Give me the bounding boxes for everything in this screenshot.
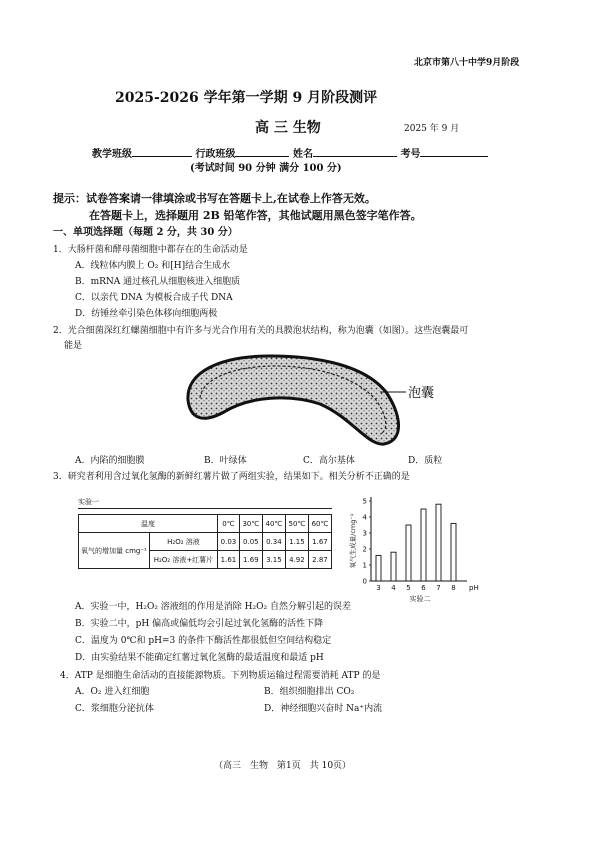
vesicle-label: 泡囊 bbox=[408, 386, 435, 401]
bar bbox=[406, 525, 411, 581]
q3-experiment-2-chart bbox=[345, 495, 485, 617]
section-1-title: 一、单项选择题（每题 2 分，共 30 分） bbox=[53, 227, 238, 238]
notice-line-1: 提示：试卷答案请一律填涂或书写在答题卡上,在试卷上作答无效。 bbox=[53, 192, 376, 205]
table-temp-cell: 0℃ bbox=[218, 515, 240, 533]
q2-option-d[interactable]: D．质粒 bbox=[408, 456, 443, 466]
table-header-temperature: 温度 bbox=[79, 515, 218, 533]
x-tick-label: 3 bbox=[376, 584, 381, 592]
exam-number-blank[interactable] bbox=[420, 146, 488, 157]
q1-option-c[interactable]: C．以亲代 DNA 为模板合成子代 DNA bbox=[75, 293, 233, 303]
table-value-cell: 1.69 bbox=[239, 551, 262, 569]
q2-option-b[interactable]: B．叶绿体 bbox=[204, 456, 247, 466]
table-temp-cell: 60℃ bbox=[308, 515, 331, 533]
table-temp-cell: 30℃ bbox=[239, 515, 262, 533]
q3-table-caption-rule bbox=[78, 508, 332, 509]
chart-title: 实验二 bbox=[409, 595, 431, 603]
q2-option-a[interactable]: A．内陷的细胞膜 bbox=[75, 456, 145, 466]
q3-option-b[interactable]: B．实验二中，pH 偏高或偏低均会引起过氧化氢酶的活性下降 bbox=[75, 619, 324, 629]
school-stamp: 北京市第八十中学9月阶段 bbox=[414, 58, 520, 68]
table-value-cell: 1.15 bbox=[285, 533, 308, 551]
name-blank[interactable] bbox=[313, 146, 397, 157]
table-row-label-oxygen: 氧气的增加量 cmg⁻¹ bbox=[79, 533, 150, 569]
notice-line-2: 在答题卡上，选择题用 2B 铅笔作答，其他试题用黑色签字笔作答。 bbox=[89, 209, 422, 222]
q4-option-c[interactable]: C．浆细胞分泌抗体 bbox=[75, 704, 154, 714]
x-tick-label: 8 bbox=[451, 584, 456, 592]
q2-stem-line-2: 能是 bbox=[64, 341, 83, 351]
bar bbox=[391, 552, 396, 581]
page-footer: （高三 生物 第1页 共 10页） bbox=[214, 761, 352, 771]
table-value-cell: 0.05 bbox=[239, 533, 262, 551]
x-axis-label: pH bbox=[469, 584, 479, 592]
q2-bacterium-figure bbox=[180, 352, 480, 452]
bar bbox=[436, 504, 441, 581]
field-label-admin-class: 行政班级 bbox=[195, 149, 236, 160]
q4-stem: 4．ATP 是细胞生命活动的直接能源物质。下列物质运输过程需要消耗 ATP 的是 bbox=[60, 671, 381, 681]
teaching-class-blank[interactable] bbox=[132, 146, 192, 157]
field-label-teaching-class: 教学班级 bbox=[92, 149, 132, 160]
table-value-cell: 0.03 bbox=[218, 533, 240, 551]
exam-info: (考试时间 90 分钟 满分 100 分) bbox=[190, 163, 342, 174]
x-tick-label: 5 bbox=[406, 584, 411, 592]
q3-stem: 3．研究者利用含过氧化氢酶的新鲜红薯片做了两组实验，结果如下。相关分析不正确的是 bbox=[53, 472, 410, 482]
table-row-name: H₂O₂ 溶液+红薯片 bbox=[149, 551, 217, 569]
y-tick-label: 4 bbox=[362, 513, 367, 522]
table-temp-cell: 50℃ bbox=[285, 515, 308, 533]
q1-stem: 1．大肠杆菌和酵母菌细胞中都存在的生命活动是 bbox=[53, 245, 248, 255]
y-tick-label: 3 bbox=[362, 529, 367, 538]
q3-table-caption: 实验一 bbox=[78, 498, 99, 506]
q1-option-b[interactable]: B．mRNA 通过核孔从细胞核进入细胞质 bbox=[75, 277, 241, 287]
table-value-cell: 1.61 bbox=[218, 551, 240, 569]
q3-option-c[interactable]: C．温度为 0℃和 pH=3 的条件下酶活性都很低但空间结构稳定 bbox=[75, 636, 332, 646]
table-temp-cell: 40℃ bbox=[262, 515, 285, 533]
y-tick-label: 0 bbox=[362, 577, 367, 586]
bar bbox=[451, 523, 456, 581]
q1-option-d[interactable]: D．纺锤丝牵引染色体移向细胞两极 bbox=[75, 309, 218, 319]
bar bbox=[421, 509, 426, 581]
table-value-cell: 0.34 bbox=[262, 533, 285, 551]
y-tick-label: 1 bbox=[362, 561, 367, 570]
q3-experiment-1-table bbox=[78, 514, 332, 569]
table-row bbox=[79, 533, 332, 551]
student-info-row bbox=[92, 146, 488, 161]
y-tick-label: 2 bbox=[362, 545, 367, 554]
bacterium-cell-body bbox=[188, 356, 399, 444]
y-axis-label: 氧气生成量/cmg⁻¹ bbox=[349, 513, 357, 569]
q4-option-d[interactable]: D．神经细胞兴奋时 Na⁺内流 bbox=[264, 704, 383, 714]
field-label-name: 姓名 bbox=[292, 149, 313, 160]
q3-option-a[interactable]: A．实验一中，H₂O₂ 溶液组的作用是消除 H₂O₂ 自然分解引起的误差 bbox=[75, 602, 351, 612]
q3-option-d[interactable]: D．由实验结果不能确定红薯过氧化氢酶的最适温度和最适 pH bbox=[75, 653, 324, 663]
exam-date: 2025 年 9 月 bbox=[404, 124, 460, 134]
table-value-cell: 2.87 bbox=[308, 551, 331, 569]
x-tick-label: 6 bbox=[421, 584, 426, 592]
bar bbox=[376, 555, 381, 581]
table-value-cell: 3.15 bbox=[262, 551, 285, 569]
x-tick-label: 7 bbox=[436, 584, 441, 592]
q4-option-a[interactable]: A．O₂ 进入红细胞 bbox=[75, 687, 150, 697]
q4-option-b[interactable]: B．组织细胞排出 CO₂ bbox=[264, 687, 355, 697]
q1-option-a[interactable]: A．线粒体内膜上 O₂ 和[H]结合生成水 bbox=[75, 261, 231, 271]
field-label-exam-number: 考号 bbox=[400, 149, 421, 160]
table-value-cell: 4.92 bbox=[285, 551, 308, 569]
x-tick-label: 4 bbox=[391, 584, 396, 592]
table-value-cell: 1.67 bbox=[308, 533, 331, 551]
admin-class-blank[interactable] bbox=[235, 146, 289, 157]
q2-stem-line-1: 2．光合细菌深红红螺菌细胞中有许多与光合作用有关的具膜泡状结构，称为泡囊（如图）。这些泡囊最可 bbox=[53, 326, 469, 336]
subject-title: 高 三 生物 bbox=[255, 120, 321, 136]
q2-option-c[interactable]: C．高尔基体 bbox=[303, 456, 355, 466]
table-row-name: H₂O₂ 溶液 bbox=[149, 533, 217, 551]
exam-title: 2025-2026 学年第一学期 9 月阶段测评 bbox=[115, 90, 378, 106]
y-tick-label: 5 bbox=[362, 497, 367, 506]
